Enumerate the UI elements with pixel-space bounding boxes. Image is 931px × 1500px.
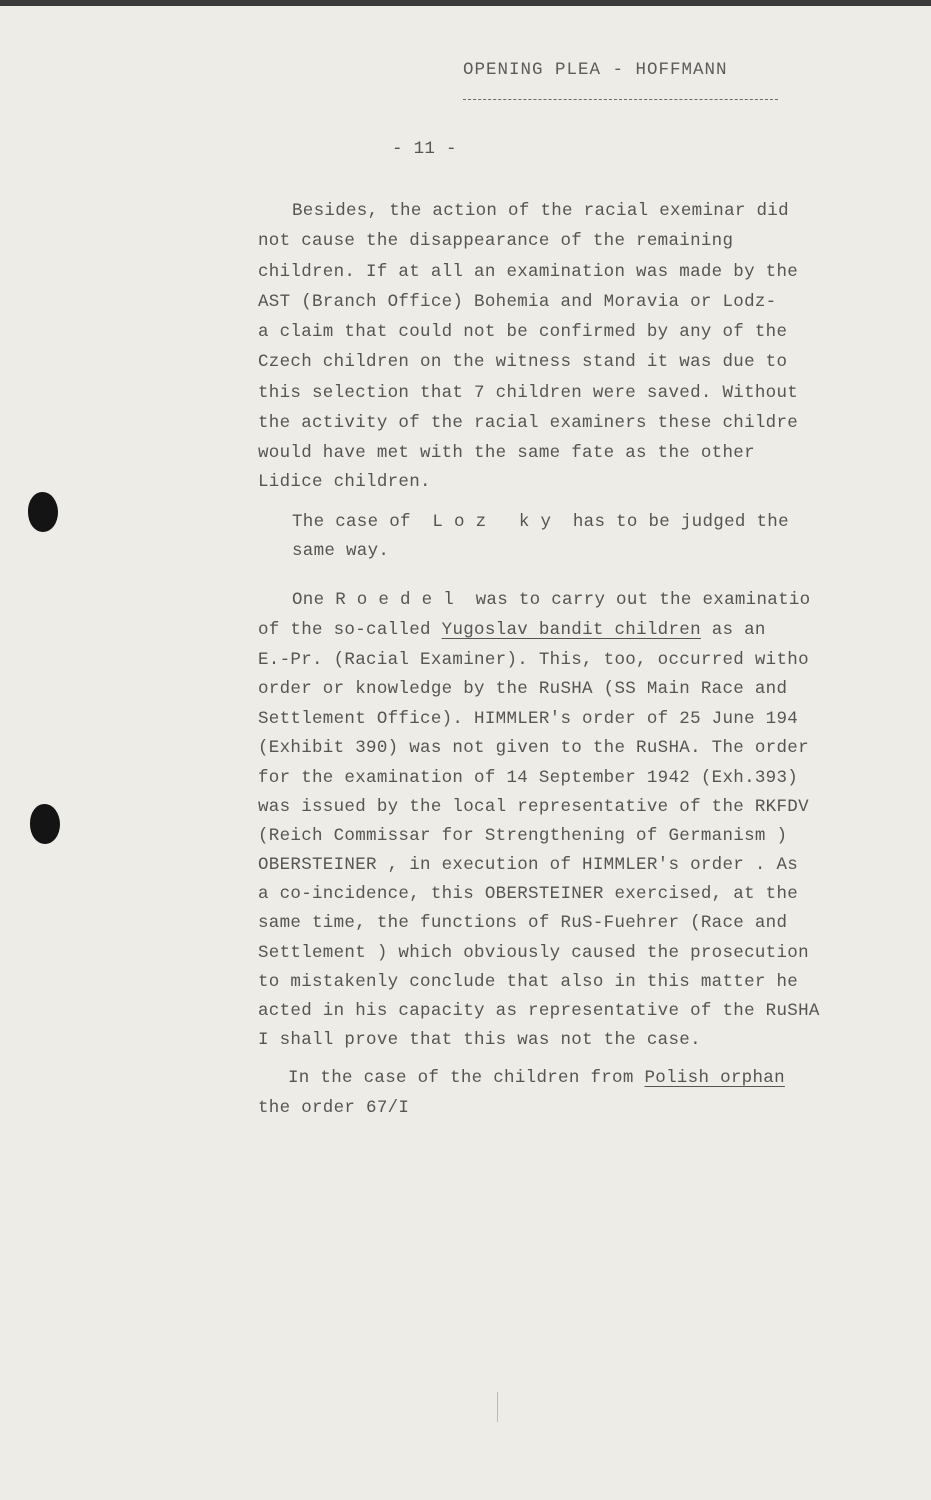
punch-hole-upper xyxy=(28,492,58,532)
paragraph-3-line-9: (Reich Commissar for Strengthening of Germanism ) xyxy=(258,826,788,846)
paragraph-3-line-8: was issued by the local representative of the RKFDV xyxy=(258,797,809,817)
paragraph-3-line-2 xyxy=(258,620,766,640)
paragraph-1-line-1: Besides, the action of the racial exeminar did xyxy=(292,201,789,221)
paragraph-3-line-10: OBERSTEINER , in execution of HIMMLER's order . As xyxy=(258,855,799,875)
paragraph-1-line-9: would have met with the same fate as the other xyxy=(258,443,755,463)
line-2-prefix: of the so-called xyxy=(258,620,442,640)
paragraph-1-line-10: Lidice children. xyxy=(258,472,431,492)
punch-hole-lower xyxy=(30,804,60,844)
document-title: OPENING PLEA - HOFFMANN xyxy=(463,60,728,80)
underlined-yugoslav-bandit-children: Yugoslav bandit children xyxy=(441,620,701,640)
paragraph-1-line-5: a claim that could not be confirmed by any of the xyxy=(258,322,788,342)
paragraph-3-line-6: (Exhibit 390) was not given to the RuSHA. The order xyxy=(258,738,809,758)
paragraph-2-line-1: The case of L o z k y has to be judged the xyxy=(292,512,789,532)
paragraph-4-line-1 xyxy=(288,1068,785,1088)
paragraph-3-line-4: order or knowledge by the RuSHA (SS Main Race and xyxy=(258,679,788,699)
paragraph-3-line-11: a co-incidence, this OBERSTEINER exercised, at the xyxy=(258,884,799,904)
paragraph-1-line-4: AST (Branch Office) Bohemia and Moravia or Lodz- xyxy=(258,292,777,312)
paragraph-3-line-7: for the examination of 14 September 1942 (Exh.393) xyxy=(258,768,799,788)
line-2-suffix: as an xyxy=(700,620,766,640)
paragraph-4-line-2: the order 67/I xyxy=(258,1098,410,1118)
paragraph-1-line-3: children. If at all an examination was made by the xyxy=(258,262,799,282)
underlined-polish-orphan: Polish orphan xyxy=(644,1068,785,1088)
paragraph-1-line-8: the activity of the racial examiners these childre xyxy=(258,413,799,433)
paragraph-1-line-7: this selection that 7 children were saved. Without xyxy=(258,383,799,403)
paragraph-3-line-1: One R o e d e l was to carry out the examinatio xyxy=(292,590,811,610)
paragraph-3-line-5: Settlement Office). HIMMLER's order of 25 June 194 xyxy=(258,709,799,729)
paragraph-3-line-12: same time, the functions of RuS-Fuehrer (Race and xyxy=(258,913,788,933)
paragraph-1-line-6: Czech children on the witness stand it was due to xyxy=(258,352,788,372)
paragraph-3-line-14: to mistakenly conclude that also in this matter he xyxy=(258,972,799,992)
paragraph-3-line-3: E.-Pr. (Racial Examiner). This, too, occurred witho xyxy=(258,650,809,670)
line-prefix: In the case of the children from xyxy=(288,1068,645,1088)
paragraph-3-line-13: Settlement ) which obviously caused the prosecution xyxy=(258,943,809,963)
paragraph-3-line-15: acted in his capacity as representative of the RuSHA xyxy=(258,1001,820,1021)
pencil-mark xyxy=(497,1392,498,1422)
paragraph-2-line-2: same way. xyxy=(292,541,390,561)
paragraph-3-line-16: I shall prove that this was not the case. xyxy=(258,1030,701,1050)
title-underline xyxy=(463,99,778,100)
scan-top-border xyxy=(0,0,931,6)
page-number: - 11 - xyxy=(392,139,457,159)
paragraph-1-line-2: not cause the disappearance of the remaining xyxy=(258,231,734,251)
